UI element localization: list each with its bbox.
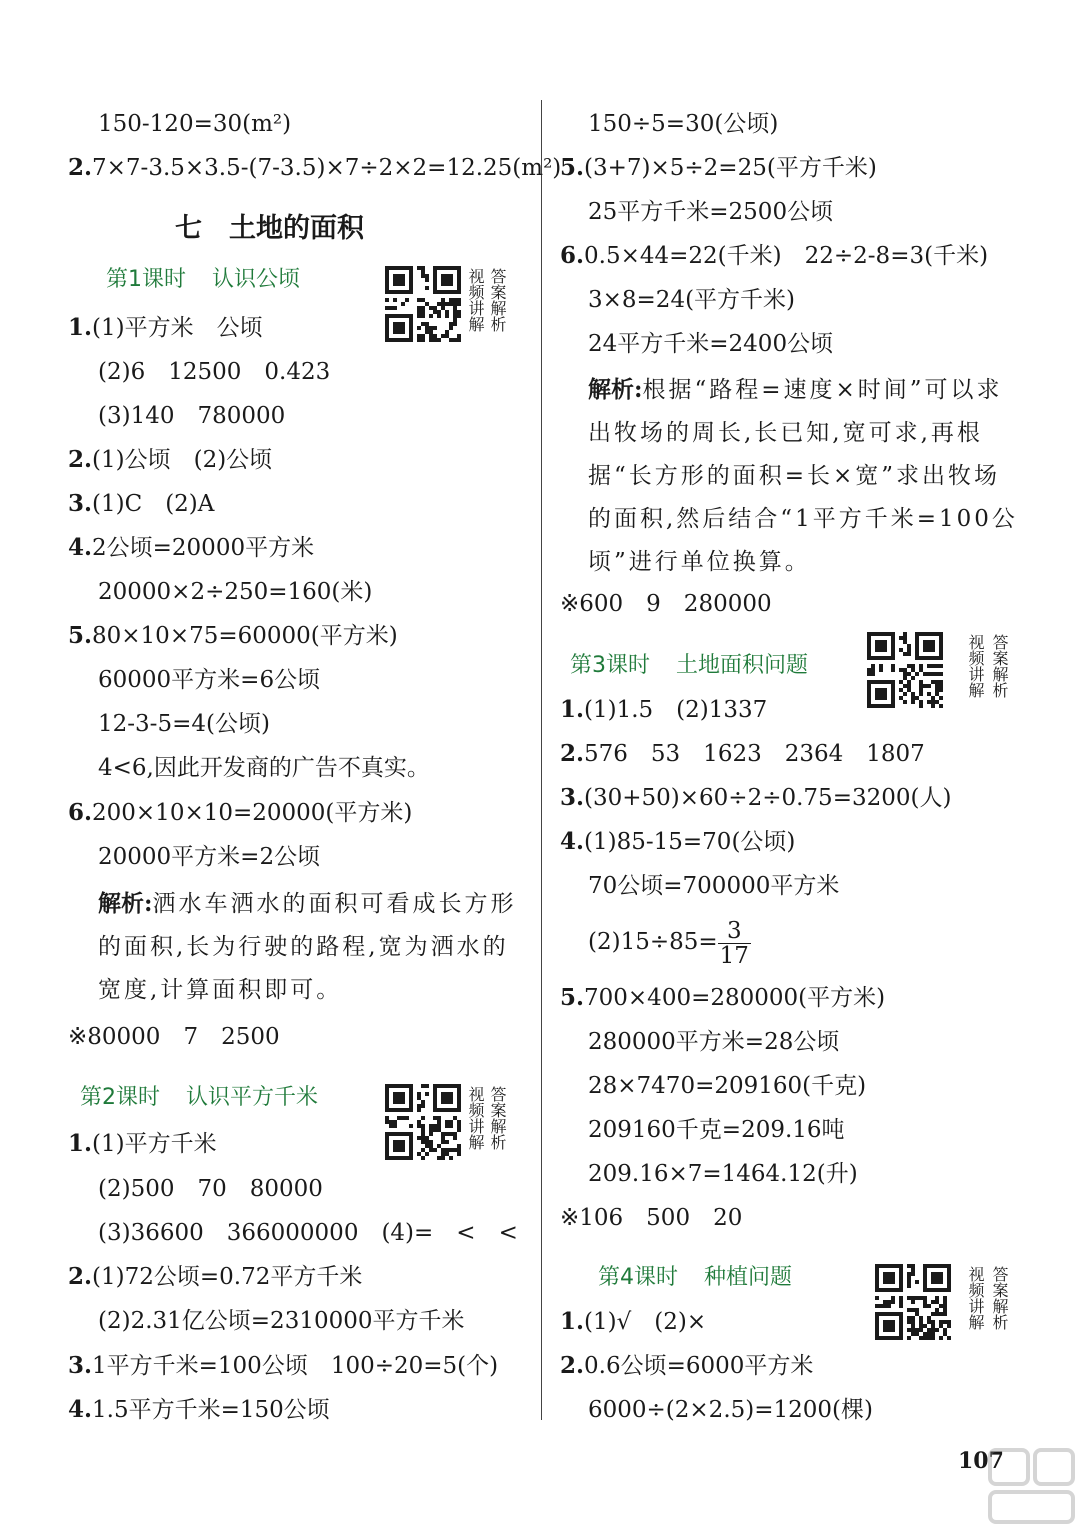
qr-code-icon[interactable] — [875, 1264, 951, 1340]
qr-label-video: 视频讲解 — [966, 1266, 985, 1330]
answer-line: 3.(1)C (2)A — [68, 490, 215, 517]
answer-line: 5.80×10×75=60000(平方米) — [68, 622, 398, 649]
answer-line: 2.(1)72公顷=0.72平方千米 — [68, 1263, 363, 1290]
fraction: $\frac{3}{17}$ — [719, 917, 749, 969]
answer-line: ※106 500 20 — [560, 1205, 743, 1231]
answer-line: 4.2公顷=20000平方米 — [68, 534, 315, 561]
answer-line: 20000平方米=2公顷 — [98, 844, 321, 870]
answer-line: (3)140 780000 — [98, 403, 286, 429]
answer-line: 2.7×7-3.5×3.5-(7-3.5)×7÷2×2=12.25(m²) — [68, 154, 562, 181]
lesson-heading-4: 第4课时 种植问题 — [598, 1265, 793, 1290]
answer-line: 6.0.5×44=22(千米) 22÷2-8=3(千米) — [560, 242, 989, 269]
analysis-note: 解析:根据“路程=速度×时间”可以求出牧场的周长,长已知,宽可求,再根据“长方形的面积=长×宽”求出牧场的面积,然后结合“1平方千米=100公顷”进行单位换算。 — [588, 376, 1018, 575]
answer-line: 70公顷=700000平方米 — [588, 873, 840, 899]
answer-line: 2.0.6公顷=6000平方米 — [560, 1352, 814, 1379]
answer-line: 6.200×10×10=20000(平方米) — [68, 799, 413, 826]
answer-line: 150-120=30(m²) — [98, 111, 292, 137]
lesson-heading-3: 第3课时 土地面积问题 — [570, 653, 809, 678]
qr-label-answer: 答案解析 — [488, 1086, 507, 1150]
answer-line: 20000×2÷250=160(米) — [98, 579, 373, 605]
answer-line: 3.1平方千米=100公顷 100÷20=5(个) — [68, 1352, 499, 1379]
qr-code-icon[interactable] — [867, 632, 943, 708]
answer-line: (2)500 70 80000 — [98, 1176, 323, 1202]
answer-line: 1.(1)1.5 (2)1337 — [560, 696, 768, 723]
answer-line: 2.(1)公顷 (2)公顷 — [68, 446, 273, 473]
qr-label-answer: 答案解析 — [990, 1266, 1009, 1330]
answer-line: ※80000 7 2500 — [68, 1024, 280, 1050]
answer-line: 4.1.5平方千米=150公顷 — [68, 1396, 330, 1423]
answer-line: 209160千克=209.16吨 — [588, 1117, 845, 1143]
answer-line: 4<6,因此开发商的广告不真实。 — [98, 755, 430, 781]
lesson-heading-2: 第2课时 认识平方千米 — [80, 1085, 319, 1110]
qr-code-icon[interactable] — [385, 1084, 461, 1160]
answer-line: (2)2.31亿公顷=2310000平方千米 — [98, 1308, 465, 1334]
answer-line: 280000平方米=28公顷 — [588, 1029, 840, 1055]
answer-line: 25平方千米=2500公顷 — [588, 199, 834, 225]
answer-line: 12-3-5=4(公顷) — [98, 711, 270, 737]
lesson-heading-1: 第1课时 认识公顷 — [106, 267, 301, 292]
qr-code-icon[interactable] — [385, 266, 461, 342]
qr-label-video: 视频讲解 — [466, 1086, 485, 1150]
qr-label-answer: 答案解析 — [488, 268, 507, 332]
answer-line: 6000÷(2×2.5)=1200(棵) — [588, 1397, 873, 1423]
answer-line: 4.(1)85-15=70(公顷) — [560, 828, 796, 855]
qr-label-video: 视频讲解 — [466, 268, 485, 332]
answer-line: 1.(1)√ (2)× — [560, 1308, 707, 1335]
watermark-logo-icon — [985, 1440, 1080, 1530]
answer-line: 60000平方米=6公顷 — [98, 667, 321, 693]
answer-line: 1.(1)平方千米 — [68, 1130, 217, 1157]
answer-line: 2.576 53 1623 2364 1807 — [560, 740, 925, 767]
qr-label-video: 视频讲解 — [966, 634, 985, 698]
answer-line: 209.16×7=1464.12(升) — [588, 1161, 858, 1187]
answer-line: (2)6 12500 0.423 — [98, 359, 331, 385]
answer-line: 1.(1)平方米 公顷 — [68, 314, 263, 341]
answer-line: (3)36600 366000000 (4)= < < — [98, 1220, 518, 1246]
answer-line: 28×7470=209160(千克) — [588, 1073, 867, 1099]
answer-line: ※600 9 280000 — [560, 591, 772, 617]
answer-line: 5.(3+7)×5÷2=25(平方千米) — [560, 154, 877, 181]
analysis-note: 解析:洒水车洒水的面积可看成长方形的面积,长为行驶的路程,宽为洒水的宽度,计算面积即可。 — [98, 890, 517, 1003]
answer-line: 3×8=24(平方千米) — [588, 287, 796, 313]
page-number: 107 — [958, 1448, 1004, 1474]
chapter-title: 七 土地的面积 — [175, 213, 364, 244]
answer-line-fraction: (2)15÷85= $\frac{3}{17}$ — [588, 917, 749, 969]
column-divider — [541, 100, 542, 1420]
answer-line: 5.700×400=280000(平方米) — [560, 984, 886, 1011]
answer-line: 3.(30+50)×60÷2÷0.75=3200(人) — [560, 784, 952, 811]
answer-line: 24平方千米=2400公顷 — [588, 331, 834, 357]
qr-label-answer: 答案解析 — [990, 634, 1009, 698]
answer-line: 150÷5=30(公顷) — [588, 111, 779, 137]
